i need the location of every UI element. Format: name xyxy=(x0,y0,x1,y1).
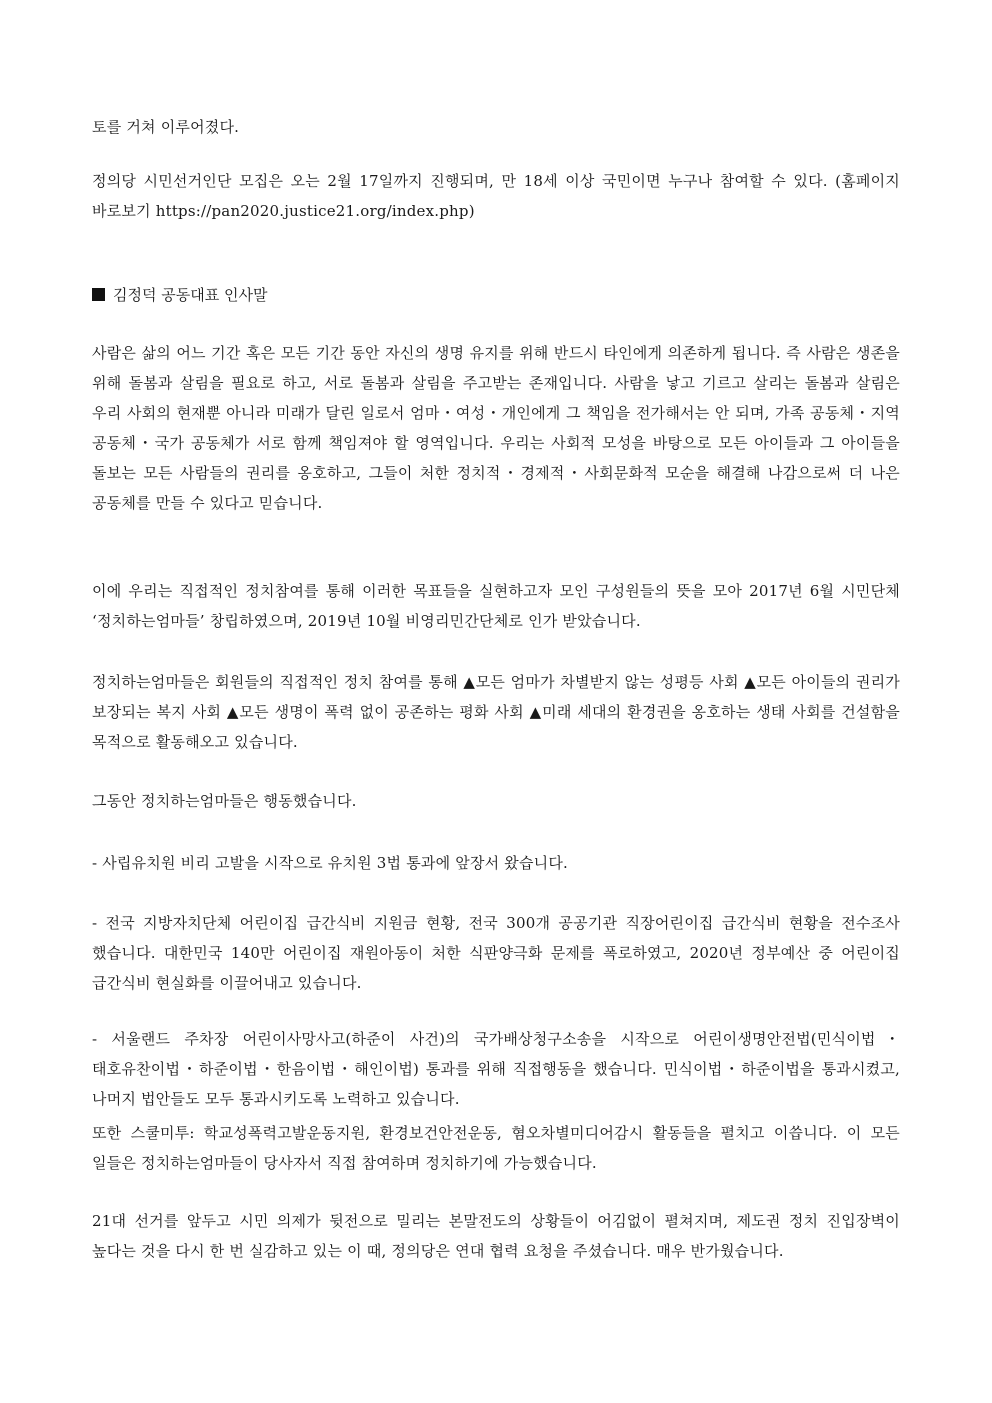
activity-item-meal-costs: - 전국 지방자치단체 어린이집 급간식비 지원금 현황, 전국 300개 공공기관 직장어린이집 급간식비 현황을 전수조사 했습니다. 대한민국 140만 어린이집 재원아동이 처한 식판양극화 문제를 폭로하였고, 2020년 정부예산 중 어린이집 급간식비 현실화를 이끌어내고 있습니다. xyxy=(92,914,900,992)
greeting-paragraph-2: 이에 우리는 직접적인 정치참여를 통해 이러한 목표들을 실현하고자 모인 구성원들의 뜻을 모아 2017년 6월 시민단체 ‘정치하는엄마들’ 창립하였으며, 2019년 10월 비영리민간단체로 인가 받았습니다. xyxy=(92,582,900,630)
continuation-paragraph: 토를 거쳐 이루어졌다. xyxy=(92,118,240,136)
activity-item-child-safety: - 서울랜드 주차장 어린이사망사고(하준이 사건)의 국가배상청구소송을 시작으로 어린이생명안전법(민식이법・태호유찬이법・하준이법・한음이법・해인이법) 통과를 위해 직접행동을 했습니다. 민식이법・하준이법을 통과시켰고, 나머지 법안들도 모두 통과시키도록 노력하고 있습니다. xyxy=(92,1030,900,1108)
section-heading xyxy=(92,280,900,310)
greeting-paragraph-closing: 21대 선거를 앞두고 시민 의제가 뒷전으로 밀리는 본말전도의 상황들이 어김없이 펼쳐지며, 제도권 정치 진입장벽이 높다는 것을 다시 한 번 실감하고 있는 이 때, 정의당은 연대 협력 요청을 주셨습니다. 매우 반가웠습니다. xyxy=(92,1212,900,1260)
section-heading-text: 김정덕 공동대표 인사말 xyxy=(113,286,268,304)
recruitment-paragraph: 정의당 시민선거인단 모집은 오는 2월 17일까지 진행되며, 만 18세 이상 국민이면 누구나 참여할 수 있다. (홈페이지 바로보기 https://pan2020.justice21.org/index.php) xyxy=(92,172,900,220)
activity-item-other: 또한 스쿨미투: 학교성폭력고발운동지원, 환경보건안전운동, 혐오차별미디어감시 활동들을 펼치고 이씁니다. 이 모든 일들은 정치하는엄마들이 당사자서 직접 참여하며 정치하기에 가능했습니다. xyxy=(92,1124,900,1172)
black-square-icon xyxy=(92,288,105,301)
greeting-paragraph-3: 정치하는엄마들은 회원들의 직접적인 정치 참여를 통해 ▲모든 엄마가 차별받지 않는 성평등 사회 ▲모든 아이들의 권리가 보장되는 복지 사회 ▲모든 생명이 폭력 없이 공존하는 평화 사회 ▲미래 세대의 환경권을 옹호하는 생태 사회를 건설함을 목적으로 활동해오고 있습니다. xyxy=(92,673,900,751)
greeting-paragraph-4: 그동안 정치하는엄마들은 행동했습니다. xyxy=(92,792,357,810)
greeting-paragraph-1: 사람은 삶의 어느 기간 혹은 모든 기간 동안 자신의 생명 유지를 위해 반드시 타인에게 의존하게 됩니다. 즉 사람은 생존을 위해 돌봄과 살림을 필요로 하고, 서로 돌봄과 살림을 주고받는 존재입니다. 사람을 낳고 기르고 살리는 돌봄과 살림은 우리 사회의 현재뿐 아니라 미래가 달린 일로서 엄마・여성・개인에게 그 책임을 전가해서는 안 되며, 가족 공동체・지역 공동체・국가 공동체가 서로 함께 책임져야 할 영역입니다. 우리는 사회적 모성을 바탕으로 모든 아이들과 그 아이들을 돌보는 모든 사람들의 권리를 옹호하고, 그들이 처한 정치적・경제적・사회문화적 모순을 해결해 나감으로써 더 나은 공동체를 만들 수 있다고 믿습니다. xyxy=(92,344,900,512)
activity-item-kindergarten: - 사립유치원 비리 고발을 시작으로 유치원 3법 통과에 앞장서 왔습니다. xyxy=(92,854,569,872)
